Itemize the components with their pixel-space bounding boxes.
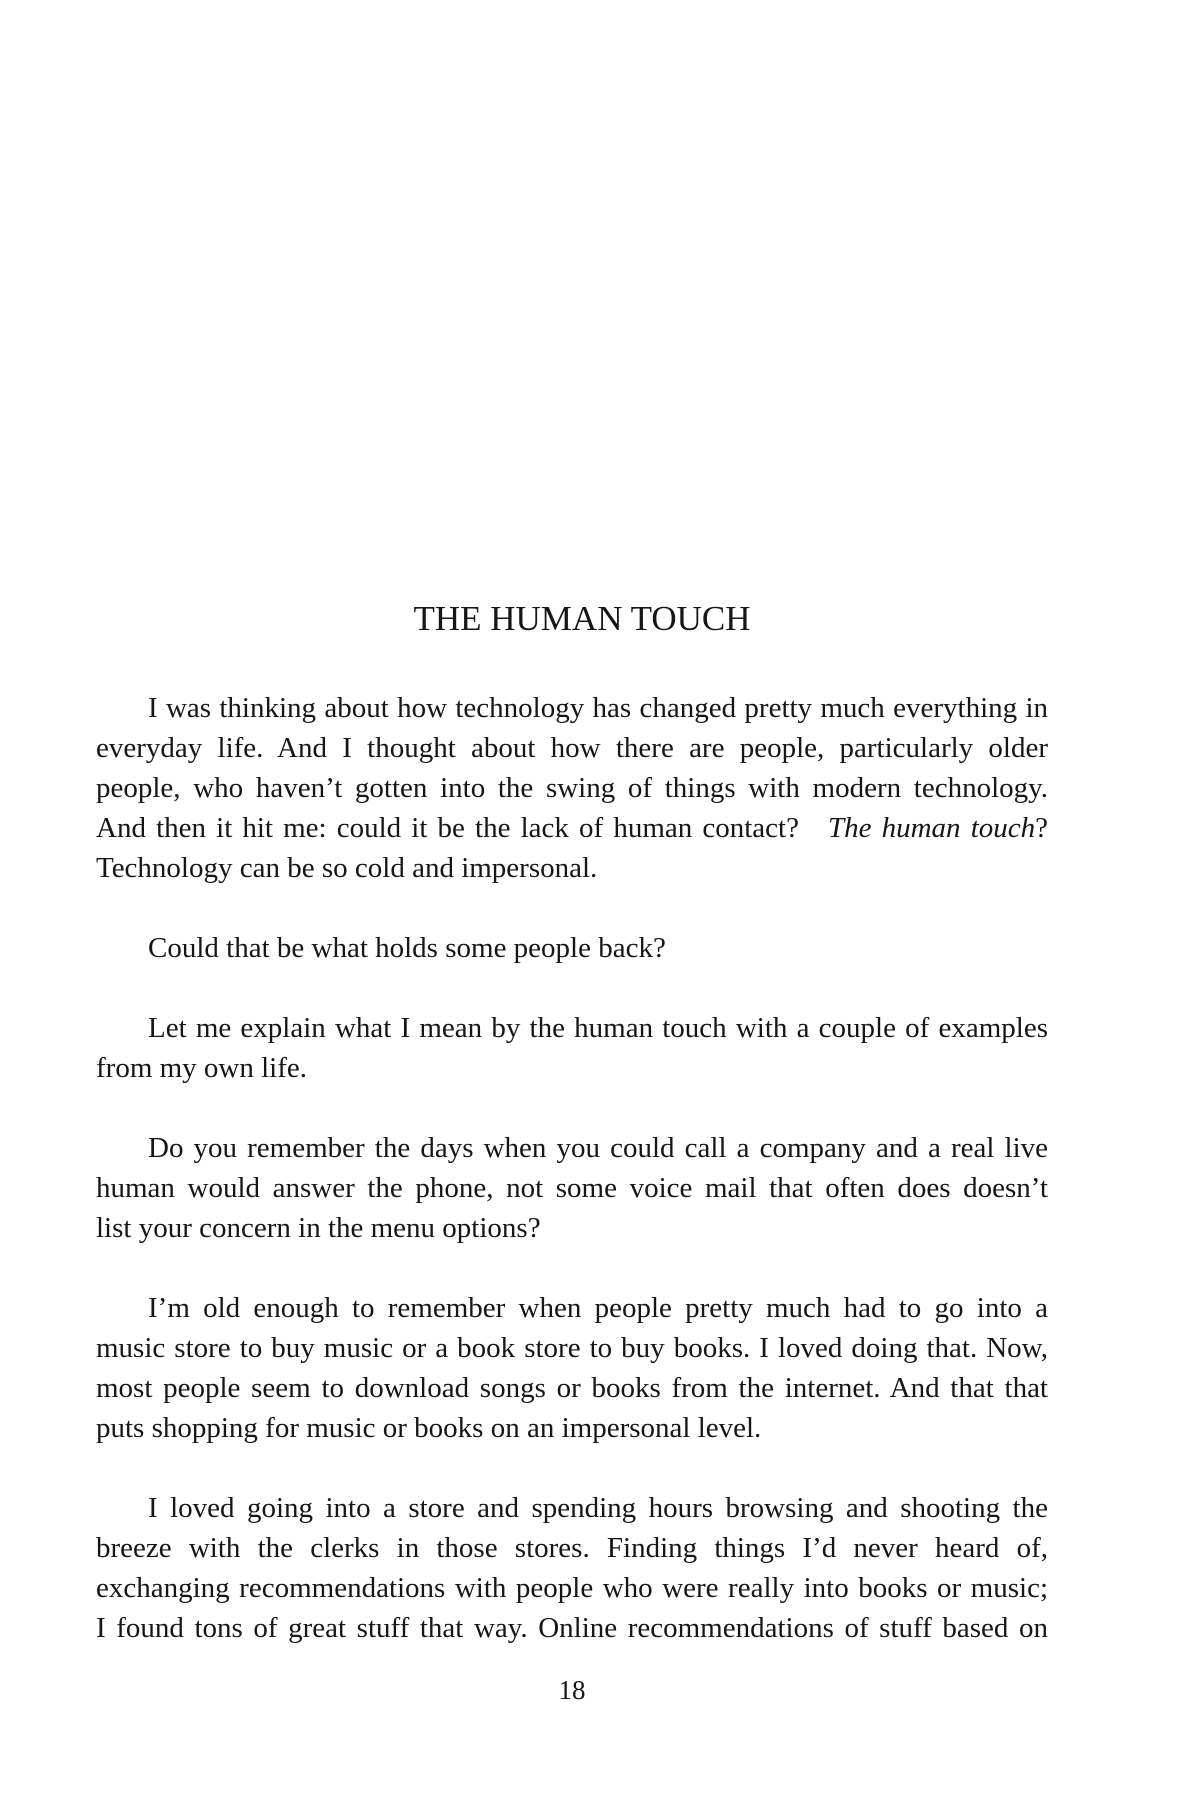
paragraph-2 bbox=[96, 928, 1048, 968]
paragraph-5 bbox=[96, 1288, 1048, 1448]
text-line bbox=[96, 808, 1048, 848]
text-line: I loved going into a store and spending hours browsing and shooting the bbox=[148, 1492, 1048, 1524]
text-line: Do you remember the days when you could call a company and a real live bbox=[148, 1132, 1048, 1164]
text-line: Let me explain what I mean by the human touch with a couple of examples bbox=[148, 1012, 1048, 1044]
text-line: from my own life. bbox=[96, 1052, 308, 1084]
text-line: music store to buy music or a book store to buy books. I loved doing that. Now, bbox=[96, 1332, 1048, 1364]
chapter-title: THE HUMAN TOUCH bbox=[413, 599, 751, 638]
text-run-italic: The human touch bbox=[827, 812, 1036, 844]
paragraph-6 bbox=[96, 1488, 1048, 1648]
text-line: I was thinking about how technology has changed pretty much everything in bbox=[148, 692, 1048, 724]
text-line: everyday life. And I thought about how there are people, particularly older bbox=[96, 732, 1048, 764]
paragraph-1 bbox=[96, 688, 1048, 888]
text-line: Technology can be so cold and impersonal. bbox=[96, 852, 598, 884]
text-line: exchanging recommendations with people who were really into books or music; bbox=[96, 1572, 1048, 1604]
text-line: I found tons of great stuff that way. Online recommendations of stuff based on bbox=[96, 1612, 1048, 1644]
text-line: puts shopping for music or books on an impersonal level. bbox=[96, 1412, 762, 1444]
text-line: people, who haven’t gotten into the swing of things with modern technology. bbox=[96, 772, 1048, 804]
paragraph-3 bbox=[96, 1008, 1048, 1088]
text-line: I’m old enough to remember when people pretty much had to go into a bbox=[148, 1292, 1048, 1324]
text-line: most people seem to download songs or books from the internet. And that that bbox=[96, 1372, 1048, 1404]
text-column bbox=[96, 0, 1048, 1710]
text-line: breeze with the clerks in those stores. Finding things I’d never heard of, bbox=[96, 1532, 1048, 1564]
text-line: list your concern in the menu options? bbox=[96, 1212, 541, 1244]
text-line: Could that be what holds some people back? bbox=[148, 932, 666, 964]
paragraph-4 bbox=[96, 1128, 1048, 1248]
text-run: ? bbox=[1035, 812, 1048, 844]
text-line: human would answer the phone, not some voice mail that often does doesn’t bbox=[96, 1172, 1048, 1204]
text-run: And then it hit me: could it be the lack of human contact? bbox=[96, 812, 828, 844]
page-number: 18 bbox=[558, 1675, 586, 1705]
